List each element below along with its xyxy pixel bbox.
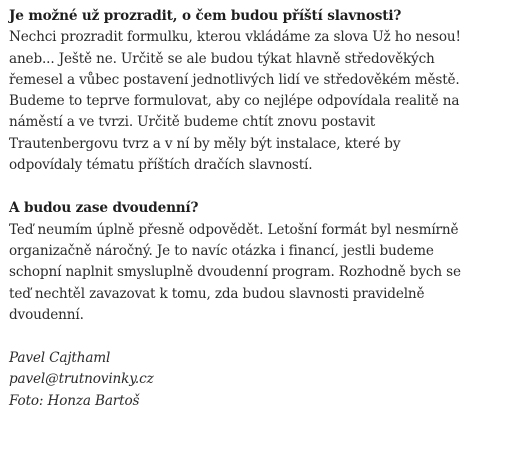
answer-line: schopní naplnit smysluplně dvoudenní program. Rozhodně bych se — [9, 264, 461, 281]
answer-line: Teď neumím úplně přesně odpovědět. Letošní formát byl nesmírně — [9, 221, 459, 238]
answer-paragraph — [9, 27, 509, 176]
author-email: pavel@trutnovinky.cz — [9, 371, 154, 388]
answer-line: odpovídaly tématu příštích dračích slavností. — [9, 157, 313, 174]
answer-line: řemesel a vůbec postavení jednotlivých lidí ve středověkém městě. — [9, 71, 460, 88]
photo-credit: Foto: Honza Bartoš — [9, 392, 140, 409]
question-heading: Je možné už prozradit, o čem budou příští slavnosti? — [9, 8, 402, 24]
answer-line: teď nechtěl zavazovat k tomu, zda budou slavnosti pravidelně — [9, 285, 425, 302]
answer-line: Trautenbergovu tvrz a v ní by měly být instalace, které by — [9, 135, 401, 152]
signature-block — [9, 348, 509, 412]
answer-line: aneb... Ještě ne. Určitě se ale budou týkat hlavně středověkých — [9, 50, 435, 67]
answer-line: dvoudenní. — [9, 306, 84, 323]
answer-paragraph — [9, 220, 509, 326]
answer-line: náměstí a ve tvrzi. Určitě budeme chtít znovu postavit — [9, 114, 376, 131]
answer-line: organizačně náročný. Je to navíc otázka i financí, jestli budeme — [9, 242, 434, 259]
question-heading: A budou zase dvoudenní? — [9, 200, 199, 217]
answer-line: Budeme to teprve formulovat, aby co nejlépe odpovídala realitě na — [9, 93, 460, 110]
article-body — [9, 6, 509, 412]
paragraph-spacer — [9, 326, 509, 348]
author-name: Pavel Cajthaml — [9, 350, 111, 367]
answer-line: Nechci prozradit formulku, kterou vkládáme za slova Už ho nesou! — [9, 29, 461, 46]
paragraph-spacer — [9, 176, 509, 198]
